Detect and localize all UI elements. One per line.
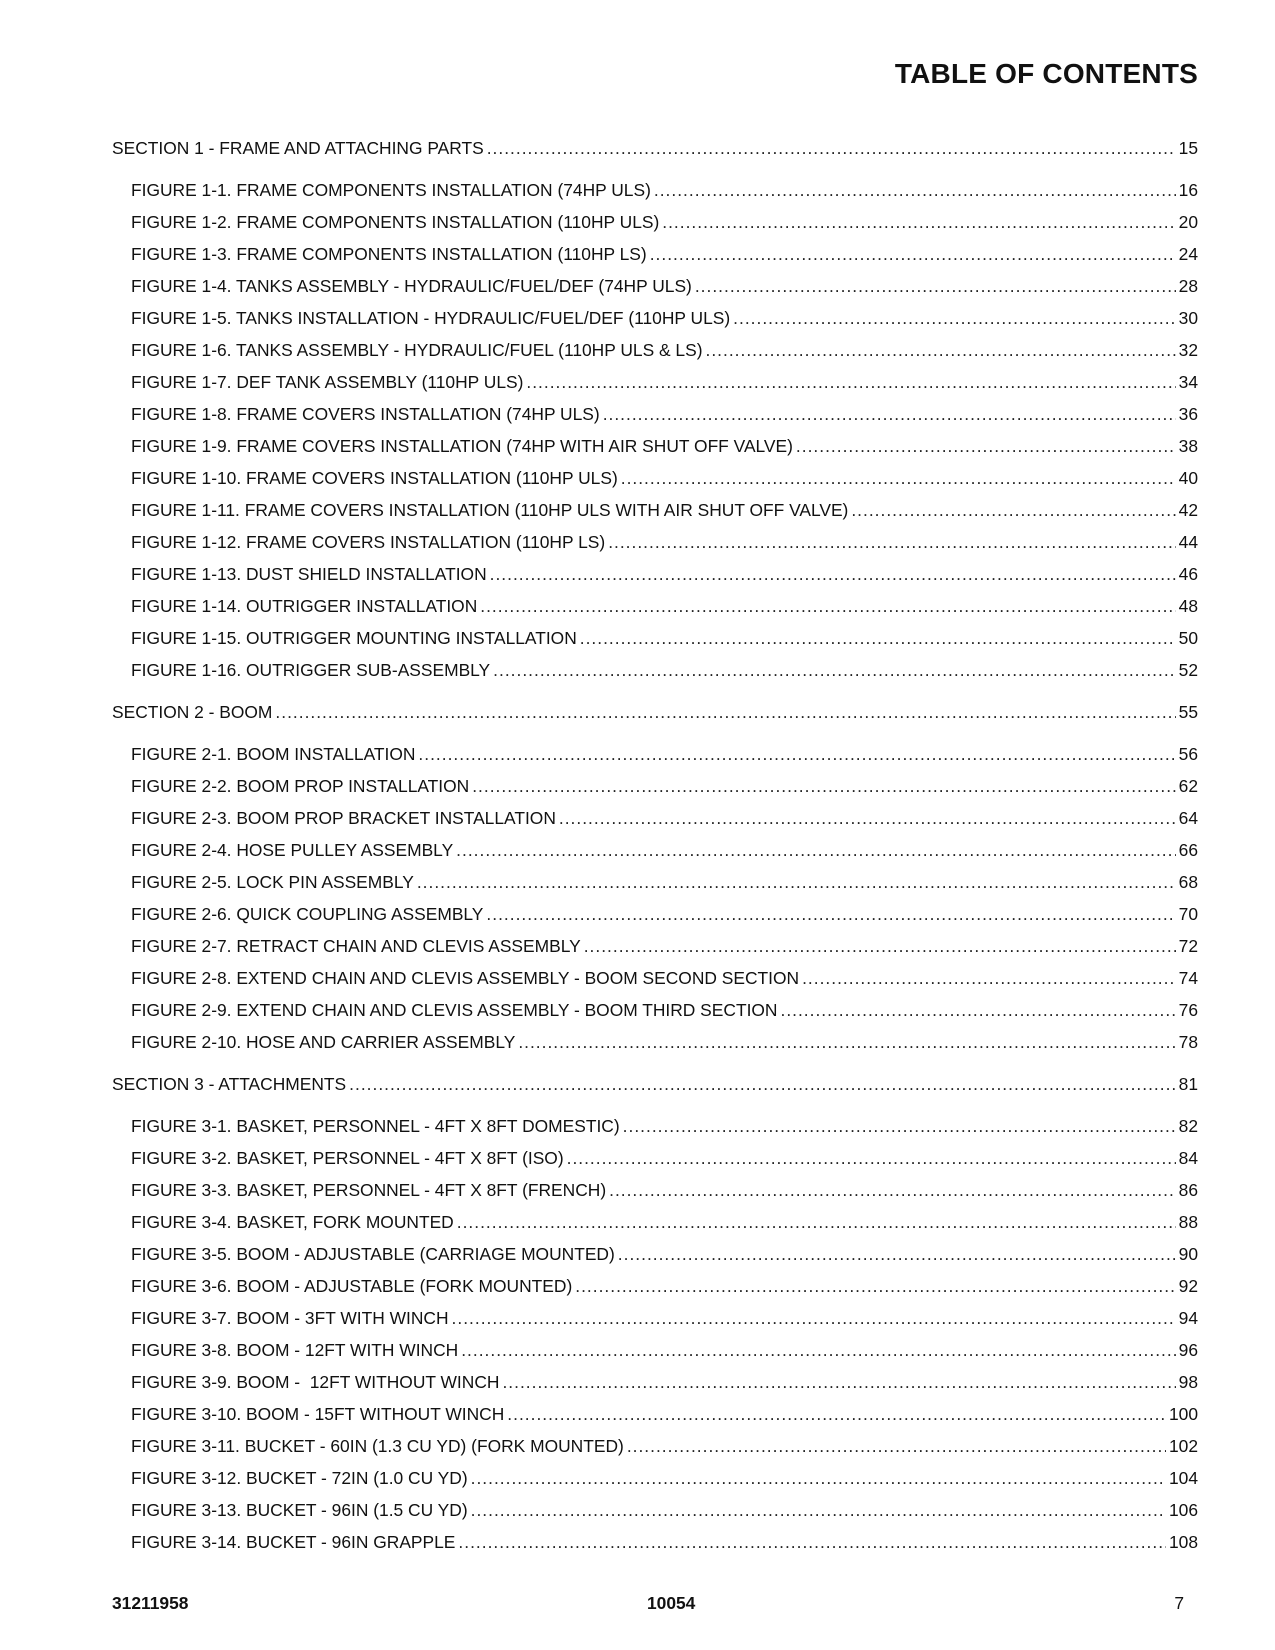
toc-figure-entry[interactable]: [112, 622, 1198, 654]
toc-figure-entry[interactable]: [112, 1526, 1198, 1558]
toc-section: [112, 696, 1198, 1058]
toc-entry-label: FIGURE 2-5. LOCK PIN ASSEMBLY: [131, 872, 414, 892]
toc-entry-page-number: 40: [1178, 468, 1198, 488]
toc-figure-entry[interactable]: [112, 462, 1198, 494]
toc-entry-page-number: 74: [1178, 968, 1198, 988]
toc-figure-entry[interactable]: [112, 738, 1198, 770]
dot-leader: [695, 270, 1176, 302]
dot-leader: [502, 1366, 1175, 1398]
toc-entry-page-number: 102: [1168, 1436, 1198, 1456]
toc-entry-page-number: 48: [1178, 596, 1198, 616]
toc-section-entry[interactable]: [112, 1068, 1198, 1100]
toc-entry-label: FIGURE 1-5. TANKS INSTALLATION - HYDRAULIC/FUEL/DEF (110HP ULS): [131, 308, 731, 328]
dot-leader: [487, 132, 1176, 164]
toc-entry-page-number: 72: [1178, 936, 1198, 956]
toc-figure-entry[interactable]: [112, 398, 1198, 430]
toc-entry-page-number: 30: [1178, 308, 1198, 328]
toc-entry-page-number: 98: [1178, 1372, 1198, 1392]
toc-figure-entry[interactable]: [112, 1430, 1198, 1462]
toc-entry-page-number: 86: [1178, 1180, 1198, 1200]
dot-leader: [471, 1494, 1166, 1526]
toc-figure-entry[interactable]: [112, 1366, 1198, 1398]
dot-leader: [623, 1110, 1176, 1142]
toc-figure-entry[interactable]: [112, 1206, 1198, 1238]
toc-entry-page-number: 106: [1168, 1500, 1198, 1520]
toc-figure-entry[interactable]: [112, 654, 1198, 686]
dot-leader: [618, 1238, 1176, 1270]
toc-entry-label: SECTION 1 - FRAME AND ATTACHING PARTS: [112, 138, 484, 158]
toc-figure-entry[interactable]: [112, 802, 1198, 834]
toc-entry-label: FIGURE 2-8. EXTEND CHAIN AND CLEVIS ASSEMBLY - BOOM SECOND SECTION: [131, 968, 800, 988]
dot-leader: [851, 494, 1175, 526]
toc-entry-page-number: 36: [1178, 404, 1198, 424]
toc-entry-label: FIGURE 3-4. BASKET, FORK MOUNTED: [131, 1212, 454, 1232]
toc-entry-label: FIGURE 3-3. BASKET, PERSONNEL - 4FT X 8FT (FRENCH): [131, 1180, 607, 1200]
toc-entry-label: FIGURE 3-1. BASKET, PERSONNEL - 4FT X 8FT DOMESTIC): [131, 1116, 620, 1136]
dot-leader: [480, 590, 1175, 622]
dot-leader: [349, 1068, 1176, 1100]
toc-entry-label: FIGURE 2-10. HOSE AND CARRIER ASSEMBLY: [131, 1032, 516, 1052]
toc-figure-entry[interactable]: [112, 366, 1198, 398]
toc-entry-label: FIGURE 1-10. FRAME COVERS INSTALLATION (110HP ULS): [131, 468, 618, 488]
toc-entry-label: FIGURE 2-7. RETRACT CHAIN AND CLEVIS ASSEMBLY: [131, 936, 581, 956]
toc-figure-entry[interactable]: [112, 526, 1198, 558]
toc-entry-label: FIGURE 3-9. BOOM - 12FT WITHOUT WINCH: [131, 1372, 500, 1392]
dot-leader: [603, 398, 1176, 430]
toc-entry-page-number: 84: [1178, 1148, 1198, 1168]
dot-leader: [580, 622, 1176, 654]
toc-entry-page-number: 70: [1178, 904, 1198, 924]
toc-figure-entry[interactable]: [112, 1142, 1198, 1174]
toc-entry-label: FIGURE 1-2. FRAME COMPONENTS INSTALLATION (110HP ULS): [131, 212, 660, 232]
toc-entry-page-number: 68: [1178, 872, 1198, 892]
toc-figure-entry[interactable]: [112, 302, 1198, 334]
dot-leader: [418, 738, 1175, 770]
toc-entry-label: FIGURE 1-11. FRAME COVERS INSTALLATION (110HP ULS WITH AIR SHUT OFF VALVE): [131, 500, 849, 520]
toc-entry-label: FIGURE 3-6. BOOM - ADJUSTABLE (FORK MOUNTED): [131, 1276, 573, 1296]
toc-entry-page-number: 32: [1178, 340, 1198, 360]
dot-leader: [796, 430, 1176, 462]
dot-leader: [417, 866, 1176, 898]
toc-figure-entry[interactable]: [112, 930, 1198, 962]
toc-figure-entry[interactable]: [112, 866, 1198, 898]
toc-entry-label: FIGURE 1-1. FRAME COMPONENTS INSTALLATION (74HP ULS): [131, 180, 651, 200]
toc-entry-page-number: 34: [1178, 372, 1198, 392]
toc-entry-page-number: 24: [1178, 244, 1198, 264]
toc-figure-list: [112, 738, 1198, 1058]
dot-leader: [490, 558, 1176, 590]
toc-entry-label: FIGURE 3-13. BUCKET - 96IN (1.5 CU YD): [131, 1500, 468, 1520]
toc-figure-entry[interactable]: [112, 334, 1198, 366]
toc-entry-label: FIGURE 1-9. FRAME COVERS INSTALLATION (74HP WITH AIR SHUT OFF VALVE): [131, 436, 793, 456]
toc-section: [112, 132, 1198, 686]
toc-figure-entry[interactable]: [112, 1462, 1198, 1494]
toc-figure-entry[interactable]: [112, 1334, 1198, 1366]
toc-entry-label: FIGURE 1-3. FRAME COMPONENTS INSTALLATION (110HP LS): [131, 244, 647, 264]
toc-figure-entry[interactable]: [112, 834, 1198, 866]
toc-figure-entry[interactable]: [112, 494, 1198, 526]
toc-figure-entry[interactable]: [112, 590, 1198, 622]
dot-leader: [621, 462, 1176, 494]
footer-code: 10054: [647, 1593, 696, 1613]
toc-entry-page-number: 16: [1178, 180, 1198, 200]
toc-entry-label: FIGURE 2-6. QUICK COUPLING ASSEMBLY: [131, 904, 484, 924]
toc-figure-entry[interactable]: [112, 430, 1198, 462]
footer-page-number: 7: [1174, 1593, 1184, 1613]
dot-leader: [472, 770, 1175, 802]
toc-figure-entry[interactable]: [112, 1398, 1198, 1430]
toc-section: [112, 1068, 1198, 1558]
dot-leader: [654, 174, 1176, 206]
toc-entry-page-number: 55: [1178, 702, 1198, 722]
dot-leader: [507, 1398, 1166, 1430]
dot-leader: [456, 834, 1175, 866]
page-footer: [112, 1593, 1198, 1617]
toc-figure-entry[interactable]: [112, 558, 1198, 590]
toc-entry-label: FIGURE 1-12. FRAME COVERS INSTALLATION (110HP LS): [131, 532, 606, 552]
toc-entry-label: FIGURE 3-8. BOOM - 12FT WITH WINCH: [131, 1340, 459, 1360]
toc-entry-label: SECTION 3 - ATTACHMENTS: [112, 1074, 347, 1094]
dot-leader: [461, 1334, 1175, 1366]
toc-entry-page-number: 38: [1178, 436, 1198, 456]
toc-entry-page-number: 15: [1178, 138, 1198, 158]
table-of-contents: [112, 132, 1198, 1558]
page-title: TABLE OF CONTENTS: [894, 58, 1198, 89]
toc-entry-page-number: 64: [1178, 808, 1198, 828]
toc-figure-entry[interactable]: [112, 962, 1198, 994]
toc-entry-page-number: 104: [1168, 1468, 1198, 1488]
toc-entry-page-number: 42: [1178, 500, 1198, 520]
toc-entry-label: FIGURE 1-13. DUST SHIELD INSTALLATION: [131, 564, 487, 584]
toc-figure-entry[interactable]: [112, 238, 1198, 270]
toc-entry-page-number: 50: [1178, 628, 1198, 648]
dot-leader: [802, 962, 1176, 994]
dot-leader: [584, 930, 1176, 962]
toc-entry-label: FIGURE 1-7. DEF TANK ASSEMBLY (110HP ULS): [131, 372, 524, 392]
dot-leader: [452, 1302, 1176, 1334]
toc-figure-entry[interactable]: [112, 770, 1198, 802]
toc-figure-entry[interactable]: [112, 1494, 1198, 1526]
toc-entry-page-number: 82: [1178, 1116, 1198, 1136]
toc-entry-label: SECTION 2 - BOOM: [112, 702, 273, 722]
dot-leader: [733, 302, 1176, 334]
toc-entry-page-number: 62: [1178, 776, 1198, 796]
toc-entry-label: FIGURE 1-14. OUTRIGGER INSTALLATION: [131, 596, 478, 616]
toc-entry-label: FIGURE 3-11. BUCKET - 60IN (1.3 CU YD) (FORK MOUNTED): [131, 1436, 624, 1456]
toc-entry-page-number: 108: [1168, 1532, 1198, 1552]
dot-leader: [526, 366, 1175, 398]
dot-leader: [559, 802, 1176, 834]
toc-entry-page-number: 66: [1178, 840, 1198, 860]
toc-entry-page-number: 76: [1178, 1000, 1198, 1020]
footer-document-number: 31211958: [112, 1593, 189, 1613]
toc-figure-entry[interactable]: [112, 1270, 1198, 1302]
toc-figure-entry[interactable]: [112, 994, 1198, 1026]
dot-leader: [706, 334, 1176, 366]
toc-section-entry[interactable]: [112, 696, 1198, 728]
toc-figure-entry[interactable]: [112, 1110, 1198, 1142]
toc-entry-label: FIGURE 1-15. OUTRIGGER MOUNTING INSTALLATION: [131, 628, 577, 648]
toc-entry-label: FIGURE 1-4. TANKS ASSEMBLY - HYDRAULIC/FUEL/DEF (74HP ULS): [131, 276, 692, 296]
toc-entry-label: FIGURE 3-5. BOOM - ADJUSTABLE (CARRIAGE MOUNTED): [131, 1244, 615, 1264]
dot-leader: [493, 654, 1175, 686]
toc-entry-page-number: 90: [1178, 1244, 1198, 1264]
toc-figure-entry[interactable]: [112, 174, 1198, 206]
dot-leader: [471, 1462, 1166, 1494]
dot-leader: [457, 1206, 1176, 1238]
dot-leader: [275, 696, 1175, 728]
toc-entry-label: FIGURE 3-10. BOOM - 15FT WITHOUT WINCH: [131, 1404, 505, 1424]
toc-entry-page-number: 52: [1178, 660, 1198, 680]
toc-entry-label: FIGURE 1-16. OUTRIGGER SUB-ASSEMBLY: [131, 660, 491, 680]
toc-entry-label: FIGURE 3-7. BOOM - 3FT WITH WINCH: [131, 1308, 449, 1328]
toc-entry-label: FIGURE 3-12. BUCKET - 72IN (1.0 CU YD): [131, 1468, 468, 1488]
toc-entry-page-number: 56: [1178, 744, 1198, 764]
toc-figure-list: [112, 1110, 1198, 1558]
dot-leader: [609, 1174, 1176, 1206]
toc-entry-label: FIGURE 3-14. BUCKET - 96IN GRAPPLE: [131, 1532, 456, 1552]
toc-entry-label: FIGURE 2-2. BOOM PROP INSTALLATION: [131, 776, 470, 796]
toc-entry-page-number: 20: [1178, 212, 1198, 232]
dot-leader: [608, 526, 1175, 558]
dot-leader: [486, 898, 1175, 930]
toc-entry-page-number: 28: [1178, 276, 1198, 296]
toc-entry-label: FIGURE 3-2. BASKET, PERSONNEL - 4FT X 8FT (ISO): [131, 1148, 564, 1168]
toc-figure-entry[interactable]: [112, 206, 1198, 238]
toc-figure-entry[interactable]: [112, 1026, 1198, 1058]
toc-entry-page-number: 94: [1178, 1308, 1198, 1328]
toc-entry-page-number: 81: [1178, 1074, 1198, 1094]
dot-leader: [662, 206, 1175, 238]
dot-leader: [650, 238, 1176, 270]
toc-figure-entry[interactable]: [112, 1238, 1198, 1270]
toc-figure-list: [112, 174, 1198, 686]
toc-entry-page-number: 92: [1178, 1276, 1198, 1296]
toc-figure-entry[interactable]: [112, 898, 1198, 930]
dot-leader: [518, 1026, 1175, 1058]
dot-leader: [780, 994, 1175, 1026]
toc-entry-page-number: 96: [1178, 1340, 1198, 1360]
dot-leader: [458, 1526, 1166, 1558]
toc-figure-entry[interactable]: [112, 270, 1198, 302]
toc-entry-page-number: 88: [1178, 1212, 1198, 1232]
toc-entry-label: FIGURE 2-9. EXTEND CHAIN AND CLEVIS ASSEMBLY - BOOM THIRD SECTION: [131, 1000, 778, 1020]
toc-figure-entry[interactable]: [112, 1302, 1198, 1334]
toc-entry-label: FIGURE 2-4. HOSE PULLEY ASSEMBLY: [131, 840, 454, 860]
toc-figure-entry[interactable]: [112, 1174, 1198, 1206]
toc-entry-label: FIGURE 1-6. TANKS ASSEMBLY - HYDRAULIC/FUEL (110HP ULS & LS): [131, 340, 703, 360]
dot-leader: [567, 1142, 1176, 1174]
dot-leader: [575, 1270, 1175, 1302]
dot-leader: [627, 1430, 1166, 1462]
toc-entry-page-number: 100: [1168, 1404, 1198, 1424]
toc-section-entry[interactable]: [112, 132, 1198, 164]
toc-entry-page-number: 78: [1178, 1032, 1198, 1052]
toc-entry-page-number: 44: [1178, 532, 1198, 552]
toc-entry-label: FIGURE 2-1. BOOM INSTALLATION: [131, 744, 416, 764]
toc-entry-label: FIGURE 1-8. FRAME COVERS INSTALLATION (74HP ULS): [131, 404, 600, 424]
toc-entry-label: FIGURE 2-3. BOOM PROP BRACKET INSTALLATION: [131, 808, 556, 828]
toc-entry-page-number: 46: [1178, 564, 1198, 584]
